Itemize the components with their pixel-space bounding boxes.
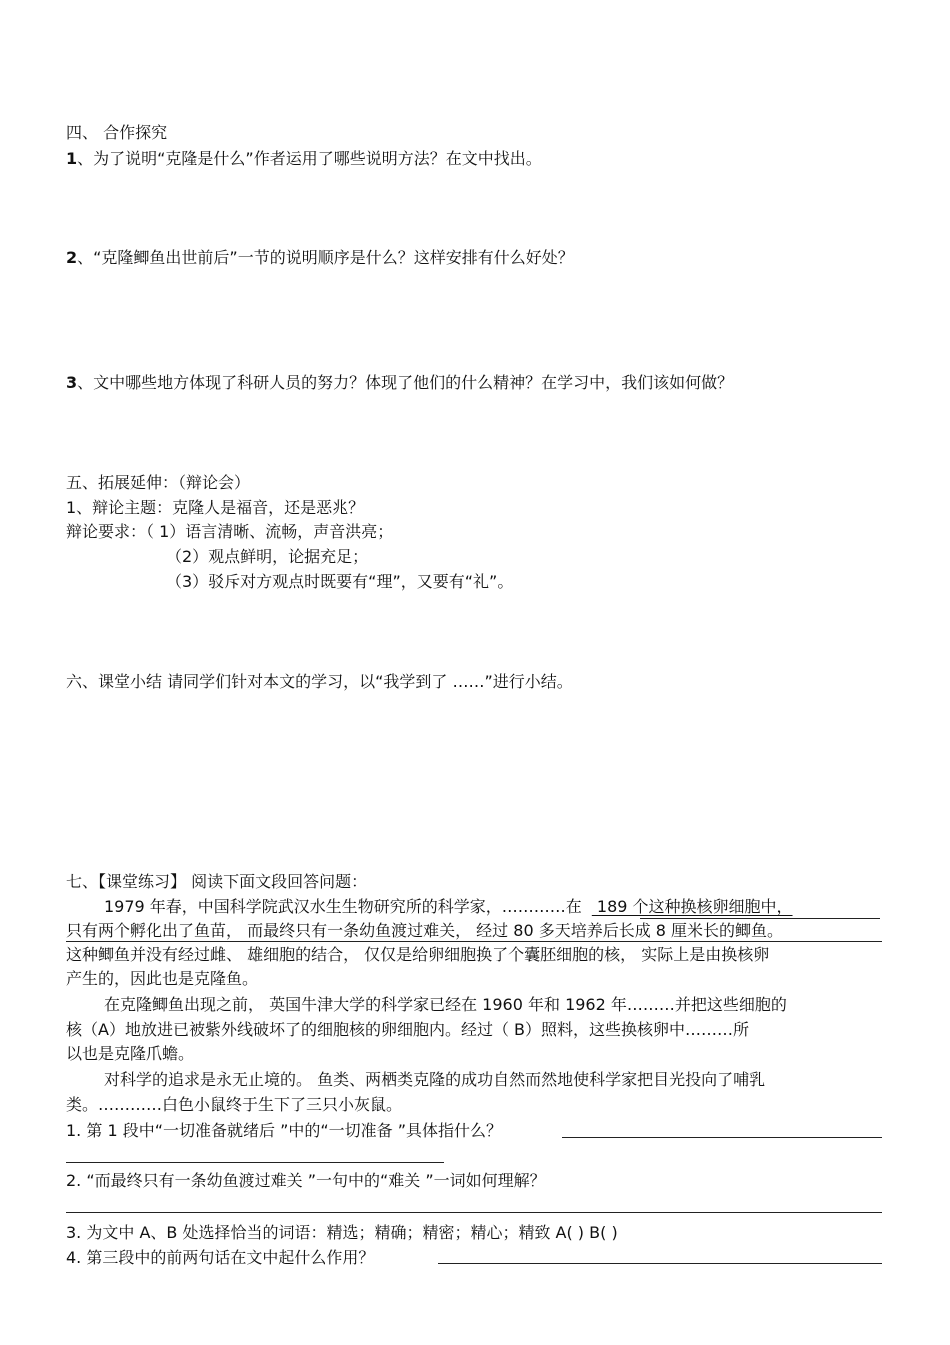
debate-requirement-3: （3）驳斥对方观点时既要有“理”，又要有“礼”。 [166, 572, 514, 591]
question-3-text: 、文中哪些地方体现了科研人员的努力？体现了他们的什么精神？在学习中，我们该如何做？ [77, 373, 734, 392]
question-3-number: 3 [66, 373, 78, 392]
answer-line-4 [438, 1263, 882, 1264]
question-2 [66, 247, 574, 269]
section7-heading: 七、【课堂练习】 阅读下面文段回答问题： [66, 872, 368, 891]
debate-requirement-2: （2）观点鲜明，论据充足； [166, 547, 369, 566]
passage-p1-line1-text: 1979 年春，中国科学院武汉水生生物研究所的科学家，…………在 [104, 897, 582, 916]
section5-heading: 五、拓展延伸：（辩论会） [66, 473, 251, 492]
question-1 [66, 148, 542, 170]
passage-p1-line1-underlined: 189 个这种换核卵细胞中， [591, 897, 793, 916]
passage-p1-line3: 这种鲫鱼并没有经过雌、 雄细胞的结合， 仅仅是给卵细胞换了个囊胚细胞的核， 实际上是由换核卵 [66, 945, 770, 964]
question-3 [66, 372, 733, 394]
passage-p2-line1: 在克隆鲫鱼出现之前， 英国牛津大学的科学家已经在 1960 年和 1962 年………并把这些细胞的 [104, 995, 787, 1014]
debate-requirement-1: 辩论要求：（ 1）语言清晰、流畅，声音洪亮； [66, 522, 394, 541]
exercise-3: 3. 为文中 A、B 处选择恰当的词语：精选；精确；精密；精心；精致 A( ) B( ) [66, 1223, 618, 1242]
answer-line-2 [66, 1212, 882, 1213]
passage-p3-line1: 对科学的追求是永无止境的。 鱼类、两栖类克隆的成功自然而然地使科学家把目光投向了哺乳 [104, 1070, 766, 1089]
debate-topic: 1、辩论主题：克隆人是福音，还是恶兆？ [66, 498, 365, 517]
answer-line-1 [562, 1137, 882, 1138]
underline-rule [66, 941, 882, 942]
question-1-text: 、为了说明“克隆是什么”作者运用了哪些说明方法？在文中找出。 [77, 149, 542, 168]
passage-p3-line2: 类。…………白色小鼠终于生下了三只小灰鼠。 [66, 1095, 403, 1114]
section4-heading: 四、 合作探究 [66, 123, 168, 142]
passage-p1-line4: 产生的，因此也是克隆鱼。 [66, 969, 259, 988]
underline-rule [640, 918, 880, 919]
exercise-2: 2. “而最终只有一条幼鱼渡过难关 ”一句中的“难关 ”一词如何理解？ [66, 1171, 546, 1190]
question-2-number: 2 [66, 248, 78, 267]
exercise-4: 4. 第三段中的前两句话在文中起什么作用？ [66, 1248, 375, 1267]
section6-heading: 六、课堂小结 请同学们针对本文的学习，以“我学到了 ……”进行小结。 [66, 672, 573, 691]
passage-p2-line3: 以也是克隆爪蟾。 [66, 1044, 195, 1063]
passage-p1-line2: 只有两个孵化出了鱼苗， 而最终只有一条幼鱼渡过难关， 经过 80 多天培养后长成 8 厘米长的鲫鱼。 [66, 921, 784, 940]
exercise-1: 1. 第 1 段中“一切准备就绪后 ”中的“一切准备 ”具体指什么？ [66, 1121, 503, 1140]
answer-line-1b [66, 1162, 444, 1163]
passage-p1-line1 [104, 896, 793, 918]
question-2-text: 、“克隆鲫鱼出世前后”一节的说明顺序是什么？这样安排有什么好处？ [77, 248, 574, 267]
question-1-number: 1 [66, 149, 78, 168]
passage-p2-line2: 核（A）地放进已被紫外线破坏了的细胞核的卵细胞内。经过（ B）照料，这些换核卵中………所 [66, 1020, 750, 1039]
